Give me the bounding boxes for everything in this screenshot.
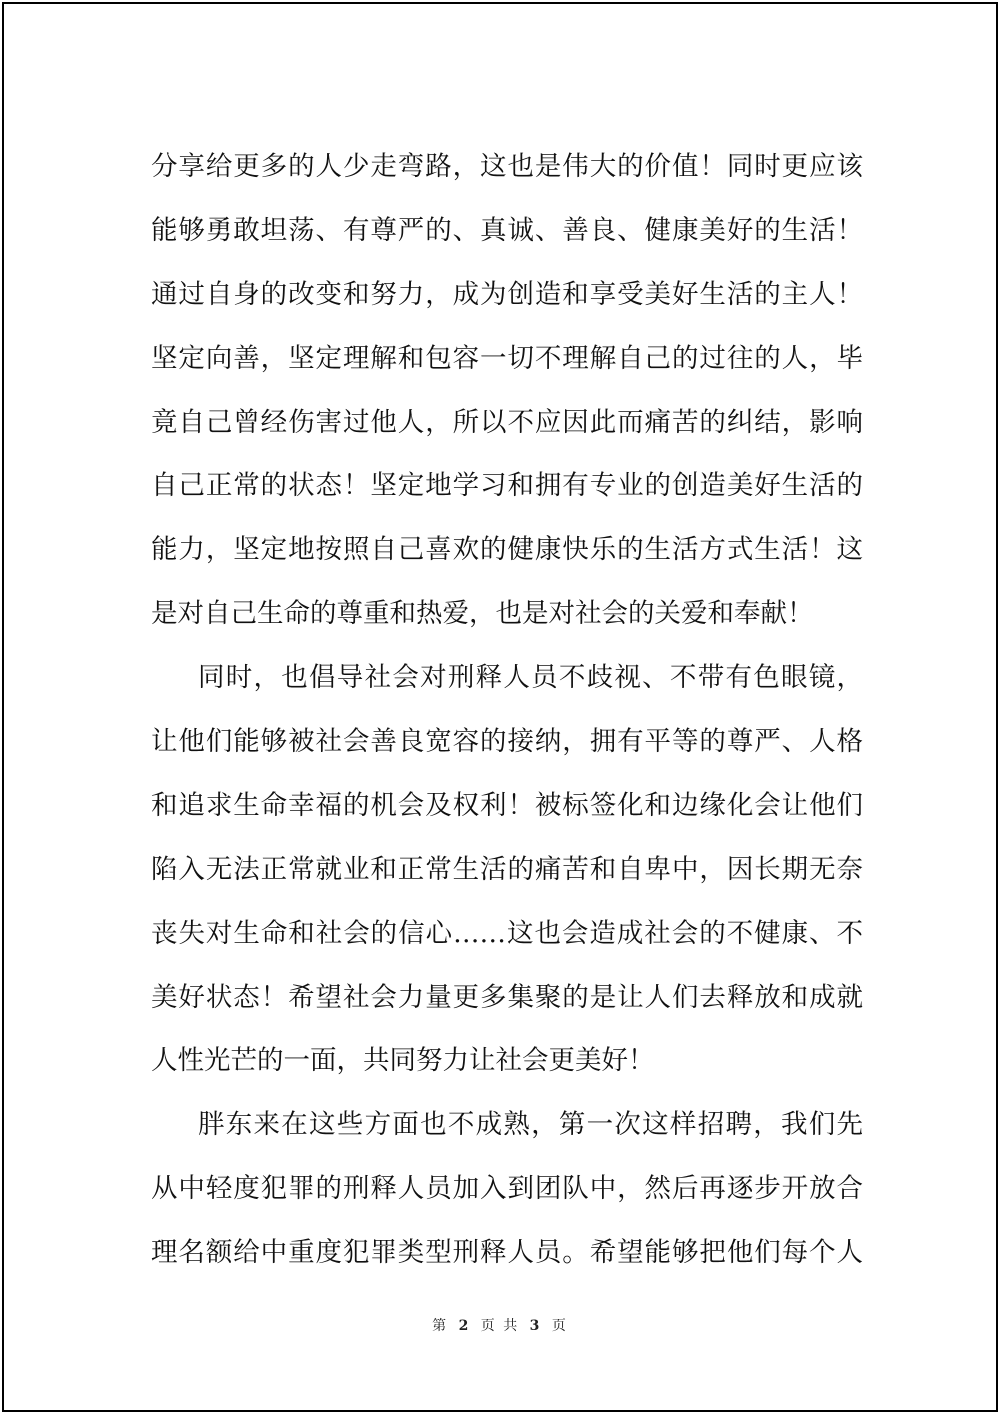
- page-footer: [4, 1315, 996, 1335]
- text-line: 通过自身的改变和努力，成为创造和享受美好生活的主人！: [151, 278, 863, 310]
- paragraph-start-line: 胖东来在这些方面也不成熟，第一次这样招聘，我们先: [198, 1109, 863, 1141]
- text-line: 能力，坚定地按照自己喜欢的健康快乐的生活方式生活！这: [151, 534, 863, 566]
- body-text: [151, 135, 863, 1285]
- paragraph-start-line: 同时，也倡导社会对刑释人员不歧视、不带有色眼镜，: [198, 662, 863, 694]
- text-line: 能够勇敢坦荡、有尊严的、真诚、善良、健康美好的生活！: [151, 214, 863, 246]
- text-line: 自己正常的状态！坚定地学习和拥有专业的创造美好生活的: [151, 470, 863, 502]
- footer-total-pages: 3: [529, 1318, 542, 1334]
- footer-middle: 页 共: [480, 1318, 520, 1334]
- text-line: 丧失对生命和社会的信心……这也会造成社会的不健康、不: [151, 917, 863, 949]
- footer-page-number: 2: [458, 1318, 471, 1334]
- footer-prefix: 第: [432, 1318, 449, 1334]
- text-line: 竟自己曾经伤害过他人，所以不应因此而痛苦的纠结，影响: [151, 406, 863, 438]
- text-line: 人性光芒的一面，共同努力让社会更美好！: [151, 1045, 655, 1077]
- text-line: 和追求生命幸福的机会及权利！被标签化和边缘化会让他们: [151, 789, 863, 821]
- text-line: 陷入无法正常就业和正常生活的痛苦和自卑中，因长期无奈: [151, 853, 863, 885]
- document-page: [2, 2, 998, 1412]
- text-line: 理名额给中重度犯罪类型刑释人员。希望能够把他们每个人: [151, 1237, 863, 1269]
- text-line: 坚定向善，坚定理解和包容一切不理解自己的过往的人，毕: [151, 342, 863, 374]
- footer-suffix: 页: [551, 1318, 568, 1334]
- text-line: 是对自己生命的尊重和热爱，也是对社会的关爱和奉献！: [151, 598, 814, 630]
- text-line: 分享给更多的人少走弯路，这也是伟大的价值！同时更应该: [151, 151, 863, 182]
- text-line: 从中轻度犯罪的刑释人员加入到团队中，然后再逐步开放合: [151, 1173, 863, 1205]
- text-line: 美好状态！希望社会力量更多集聚的是让人们去释放和成就: [151, 981, 863, 1013]
- text-line: 让他们能够被社会善良宽容的接纳，拥有平等的尊严、人格: [151, 726, 863, 758]
